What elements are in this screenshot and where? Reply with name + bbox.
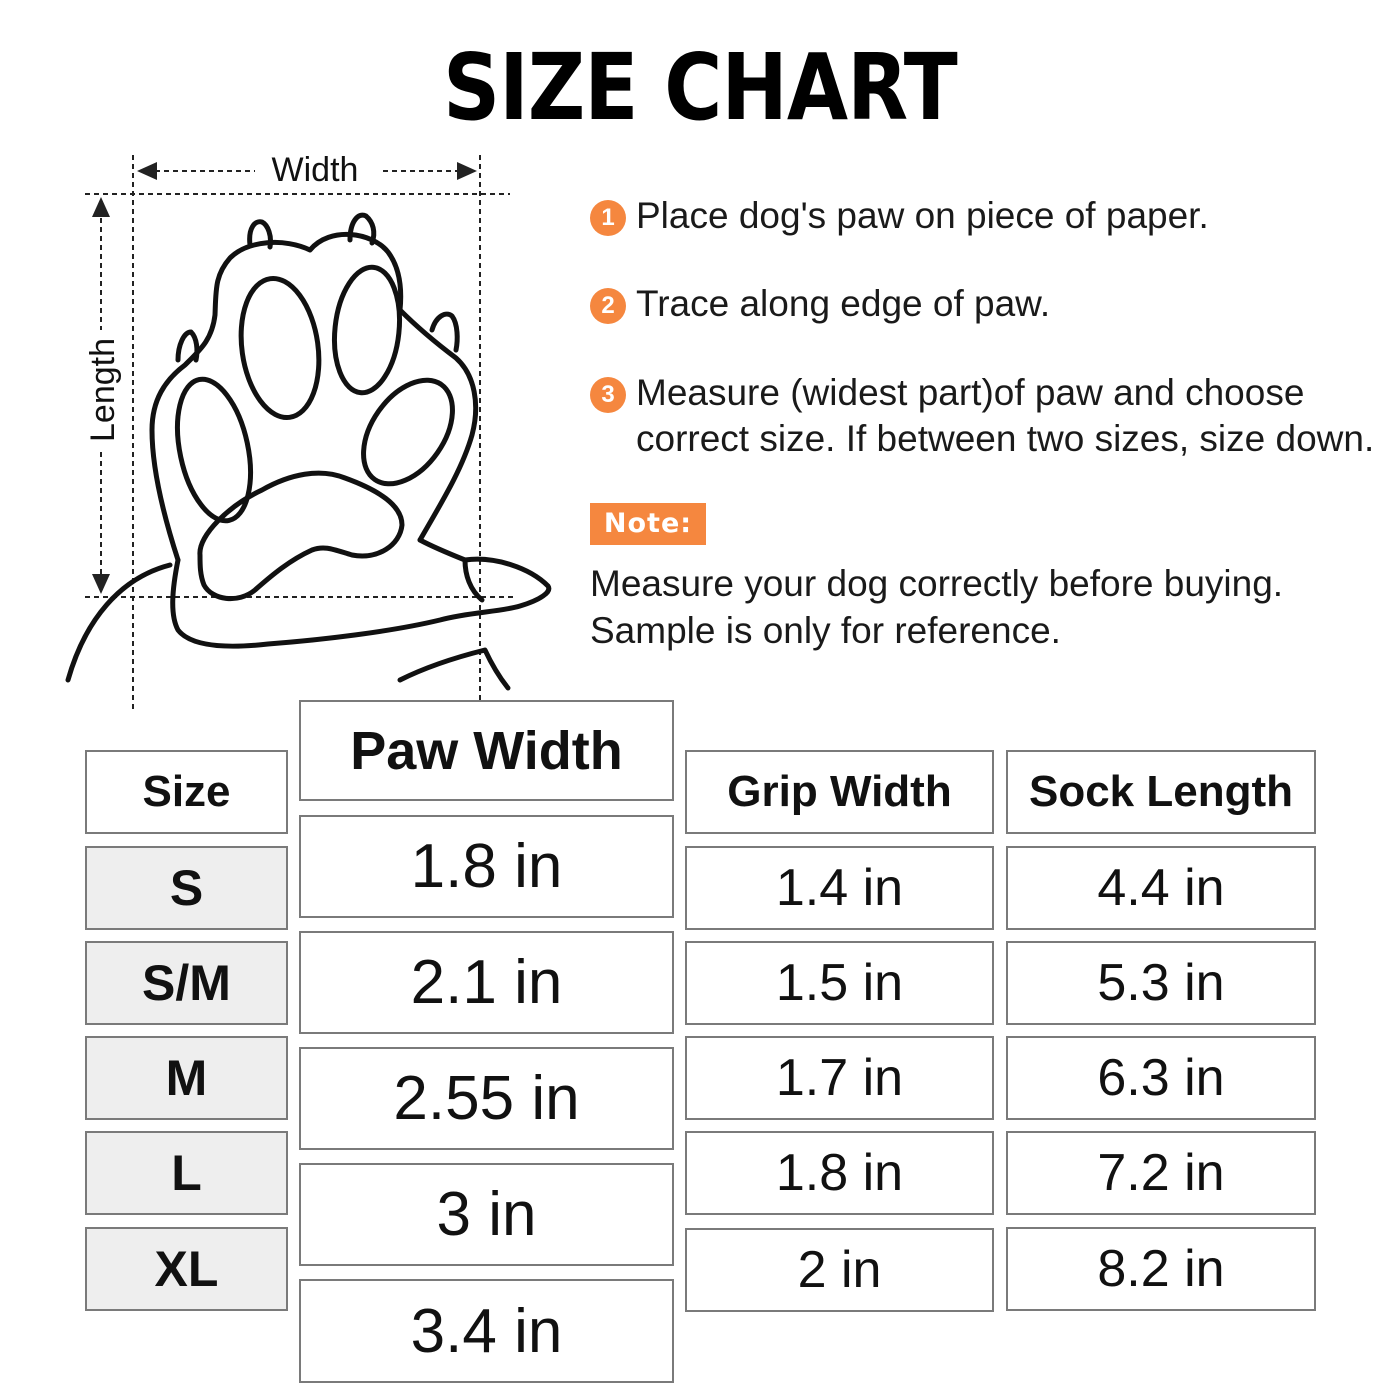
- page-title: SIZE CHART: [443, 34, 957, 141]
- note-badge: Note:: [590, 503, 706, 545]
- grip-width-cell: 1.4 in: [685, 846, 994, 930]
- paw-measurement-diagram: [0, 140, 580, 720]
- sock-length-cell: 4.4 in: [1006, 846, 1316, 930]
- sock-length-cell: 7.2 in: [1006, 1131, 1316, 1215]
- paw-width-cell: 2.55 in: [299, 1047, 674, 1150]
- step-number-badge: 1: [590, 200, 626, 236]
- step-text-line-1: Measure (widest part)of paw and choose: [636, 372, 1305, 413]
- sock-length-cell: 5.3 in: [1006, 941, 1316, 1025]
- paw-width-cell: 2.1 in: [299, 931, 674, 1034]
- length-label: Length: [84, 338, 122, 442]
- grip-width-cell: 1.7 in: [685, 1036, 994, 1120]
- sock-length-cell: 8.2 in: [1006, 1227, 1316, 1311]
- step-text: Trace along edge of paw.: [636, 283, 1051, 324]
- size-cell: M: [85, 1036, 288, 1120]
- paw-width-cell: 3.4 in: [299, 1279, 674, 1383]
- header-grip-width: Grip Width: [685, 750, 994, 834]
- step-text-line-2: correct size. If between two sizes, size down.: [636, 418, 1375, 459]
- header-paw-width: Paw Width: [299, 700, 674, 801]
- note-line-2: Sample is only for reference.: [590, 610, 1061, 651]
- step-number-badge: 2: [590, 288, 626, 324]
- note-line-1: Measure your dog correctly before buying.: [590, 563, 1284, 604]
- width-label: Width: [271, 151, 359, 189]
- header-size: Size: [85, 750, 288, 834]
- note-text: [590, 560, 1283, 654]
- step-number-badge: 3: [590, 377, 626, 413]
- size-cell: L: [85, 1131, 288, 1215]
- size-cell: S/M: [85, 941, 288, 1025]
- grip-width-cell: 1.8 in: [685, 1131, 994, 1215]
- size-cell: XL: [85, 1227, 288, 1311]
- header-sock-length: Sock Length: [1006, 750, 1316, 834]
- paw-width-cell: 1.8 in: [299, 815, 674, 918]
- size-cell: S: [85, 846, 288, 930]
- step-text: Place dog's paw on piece of paper.: [636, 195, 1209, 236]
- grip-width-cell: 2 in: [685, 1228, 994, 1312]
- grip-width-cell: 1.5 in: [685, 941, 994, 1025]
- paw-width-cell: 3 in: [299, 1163, 674, 1266]
- sock-length-cell: 6.3 in: [1006, 1036, 1316, 1120]
